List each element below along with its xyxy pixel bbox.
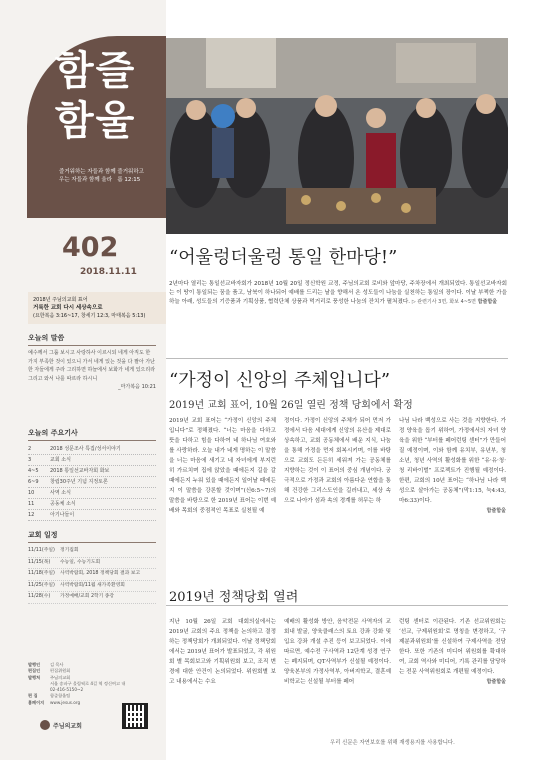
article-policy-col3 [399, 617, 506, 687]
credit-key: 편집인 [28, 668, 41, 674]
articles-index [28, 428, 156, 521]
cover-photo [166, 38, 508, 234]
masthead [27, 36, 166, 218]
credit-value: www.jesus.org [50, 699, 81, 705]
schedule-heading: 교회 일정 [28, 530, 156, 543]
article-page: 2 [28, 446, 32, 452]
credits [28, 662, 166, 706]
articles-heading: 오늘의 주요기사 [28, 428, 156, 441]
article-title: 2018 성문조사 특집/성서이야기 [50, 446, 121, 452]
article-policy-body [169, 617, 507, 687]
slogan-line2: 우는 자들과 함께 울라 [59, 177, 113, 183]
divider [166, 358, 508, 359]
masthead-title-line1: 함즐 [55, 48, 137, 94]
todays-word-heading: 오늘의 말씀 [28, 333, 156, 346]
church-logo [40, 720, 82, 730]
article-page: 4~5 [28, 468, 39, 474]
lead-bazaar-byline: 함즐함울 [477, 299, 498, 306]
divider [166, 605, 508, 606]
slogan-line1: 즐거워하는 자들과 함께 즐거워하고 [59, 169, 144, 175]
article-title: 창립30주년 기념 지정토론 [50, 479, 108, 485]
masthead-slogan [27, 168, 166, 184]
bazaar-crowd-illustration [166, 38, 508, 234]
issue-date: 2018.11.11 [80, 267, 137, 277]
schedule-row [28, 569, 156, 581]
qr-code[interactable] [122, 703, 148, 729]
article-policy-col1: 지난 10월 26일 교회 대회의실에서는 2019년 교회의 주요 정책을 논의하고 결정하는 정책당회가 개최되었다. 이날 정책당회에서는 2019년 표어가 발표되었고, 각 위원회 별 목회보고와 기획위원회 보고, 조직 변경에 대한 안건이 논의되었다. 위원회별 보고 내용에서는 수요 [169, 619, 276, 685]
article-motto-byline: 함즐함울 [486, 508, 506, 514]
article-title: 공동체 소식 [50, 501, 76, 507]
todays-word-source: _마가복음 10:21 [118, 384, 156, 390]
yearly-motto-box [28, 292, 166, 324]
article-index-row[interactable] [28, 466, 156, 477]
subhead-motto: 2019년 교회 표어, 10월 26일 열린 정책 당회에서 확정 [169, 400, 413, 411]
article-page: 3 [28, 457, 32, 463]
credit-value: 편집위원회 [50, 668, 71, 674]
article-motto-body [169, 416, 507, 516]
schedule-date: 11/28(수) [28, 594, 51, 599]
church-logo-text: 주님의교회 [53, 722, 82, 730]
article-index-row[interactable] [28, 444, 156, 455]
todays-word [28, 333, 156, 390]
todays-word-text: 예수께서 그룹 보시고 사랑하사 이르시되 네게 아직도 한 가지 부족한 것이 있으니 가서 네게 있는 것을 다 팔아 가난한 자들에게 주라 그리하면 하늘에서 보화가 네게 있으리라 그리고 와서 나를 따르라 하시니 [28, 350, 156, 382]
article-index-row[interactable] [28, 477, 156, 488]
sidebar [0, 0, 166, 760]
lead-bazaar-ref: ▷ 관련기사 3면, 화보 4~5면 [411, 299, 476, 306]
issue-number: 402 [62, 232, 119, 263]
article-page: 6~9 [28, 479, 39, 485]
article-title: 사역 소식 [50, 490, 71, 496]
schedule-row [28, 558, 156, 570]
headline-bazaar: “어울렁더울렁 통일 한마당!” [169, 247, 398, 268]
article-motto-col1: 2019년 교회 표어는 “가정이 신앙의 주체입니다”로 정해졌다. “너는 마음을 다하고 뜻을 다하고 힘을 다하여 네 하나님 여호와를 사랑하라. 오늘 내가 네게 명하는 이 말씀을 너는 마음에 새기고 네 자녀에게 부지런히 가르치며 집에 앉았을 때에든지 길을 갈 때에든지 누워 있을 때에든지 일어날 때에든지 이 말씀을 강론할 것이며”(신6:5~7)의 말씀을 바탕으로 한 2019년 표어는 이번 예배와 목회의 중점적인 목표로 실천될 예 [169, 418, 276, 514]
schedule-event: 사역박람회/11월 새가족환영회 [60, 582, 125, 588]
schedule-date: 11/15(목) [28, 559, 51, 565]
article-page: 10 [28, 490, 35, 496]
church-logo-mark [40, 720, 50, 730]
schedule-row [28, 546, 156, 558]
credit-key: 발행처 [28, 674, 41, 680]
headline-motto: “가정이 신앙의 주체입니다” [169, 370, 391, 391]
article-index-row[interactable] [28, 499, 156, 510]
schedule-date: 11/18(주일) [28, 571, 55, 576]
article-motto-col2: 정이다. 가정이 신앙의 주체가 되어 먼저 가정에서 다음 세대에게 신앙의 유산을 제대로 상속하고, 교회 공동체에서 배운 지식, 나눔을 통해 가정을 먼저 회복시키며, 이를 바탕으로 교회도 든든히 세워져 가는 공동체를 지향하는 것이 이 표어의 중심 개념이다. 궁극적으로 가정과 교회의 아름다운 연합을 통해 건강한 그리스도인을 길러내고, 세상 속으로 나아가 섬과 속의 경계를 허무는 하 [284, 418, 391, 504]
credit-value: 주님의교회 [50, 674, 71, 680]
article-title: 아기나들이 [50, 512, 75, 518]
church-schedule [28, 530, 156, 604]
schedule-event: 정기집회 [60, 548, 79, 553]
credit-value: 함즐함울팀 [50, 693, 71, 699]
slogan-ref: 롬 12:15 [117, 177, 141, 183]
credit-key: 홈페이지 [28, 699, 45, 705]
lead-bazaar [169, 280, 507, 308]
article-motto-col3 [399, 416, 506, 516]
schedule-event: 수능일, 수능기도회 [60, 559, 101, 565]
article-index-row[interactable] [28, 455, 156, 466]
schedule-event: 가정예배/교회 2학기 종강 [60, 594, 115, 599]
article-policy-col2: 예배의 활성화 방안, 음악전문 사역자의 교회내 발굴, 양육클래스의 토요 강좌 강화 및 입요 강좌 개설 추진 등이 보고되었다. 이에 따르면, 예수전 구사역과 12단계 성경 연구는 폐지되며, QT사역부가 신설될 예정이다. 양육본부의 가정사역부, 아버지학교, 결혼예비학교는 신설될 부터를 페어 [284, 619, 391, 685]
article-page: 11 [28, 501, 35, 507]
motto-label: 2018년 주님의교회 표어 [33, 297, 88, 303]
article-motto-col3-text: 나님 나라 백성으로 사는 것을 지향한다. 가정 양육을 돕기 위하여, 가정에서의 자녀 양육을 위한 “부터를 페어런팅 센터”가 만들어질 예정이며, 이와 함께 유치부, 유년부, 청소년, 청년 사역의 활성화를 위한 “유·유·청·청 리바이벌” 프로젝트가 진행될 예정이다. 한편, 교회의 10년 표어는 “하나님 나라 백성으로 살아가는 공동체”(막1:15, 눅4:43, 마6:33)이다. [399, 418, 506, 504]
footer-note: 우리 신문은 자연보호를 위해 재생용지를 사용합니다. [330, 740, 455, 746]
article-index-row[interactable] [28, 488, 156, 499]
headline-policy: 2019년 정책당회 열려 [169, 590, 299, 605]
article-title: 교회 소식 [50, 457, 71, 463]
article-index-row[interactable] [28, 510, 156, 521]
article-policy-byline: 함즐함울 [486, 679, 506, 685]
schedule-row [28, 581, 156, 593]
lead-bazaar-text: 2년마다 열리는 통일선교바자회가 2018년 10월 20일 정신학원 교정, 주님의교회 로비와 앞마당, 주차장에서 개최되었다. 통일선교바자회는 이 땅이 통일되는 꿈을 품고, 남북이 하나되어 예배를 드리는 날을 향해서 온 성도들이 나눔을 실천하는 통일의 장이다. 이날 부쩍한 가을 하늘 아래, 성도들의 기증품과 기획상품, 협력단체 상품과 먹거리로 풍성한 나눔의 잔치가 펼쳐졌다. [169, 281, 507, 306]
article-title: 2018 통일선교바자회 화보 [50, 468, 110, 474]
schedule-row [28, 592, 156, 604]
motto-ref: (요한복음 3:16~17, 창세기 12:3, 마태복음 5:13) [33, 313, 146, 319]
schedule-date: 11/11(주일) [28, 548, 55, 553]
credit-key: 편 집 [28, 693, 38, 699]
schedule-event: 사역박람회, 2018 정책당회 결과 보고 [60, 571, 141, 576]
article-policy-col3-text: 런팅 센터로 이관된다. 기존 선교위원회는 ‘선교, 구제위원회’로 명칭을 변경하고, ‘구제분과위원회’를 신설하여 구제사역을 전담한다. 또한 기존의 미디어 위원회를 확대하여, 교회 역사와 미디어, 기록 관리를 담당하는 전문 사역위원회로 개편될 예정이다. [399, 619, 506, 675]
credit-key: 발행인 [28, 662, 41, 667]
masthead-title-line2: 함울 [55, 98, 137, 144]
credit-value: 서울 송파구 올림픽로 4길 역 정신여고 내 [50, 680, 126, 686]
credit-value: 02-416-5150~2 [50, 687, 84, 693]
credit-value: 김 목사 [50, 662, 64, 667]
article-page: 12 [28, 512, 35, 518]
motto-title: 거룩한 교회 다시 세상속으로 [33, 305, 103, 311]
schedule-date: 11/25(주일) [28, 582, 55, 588]
